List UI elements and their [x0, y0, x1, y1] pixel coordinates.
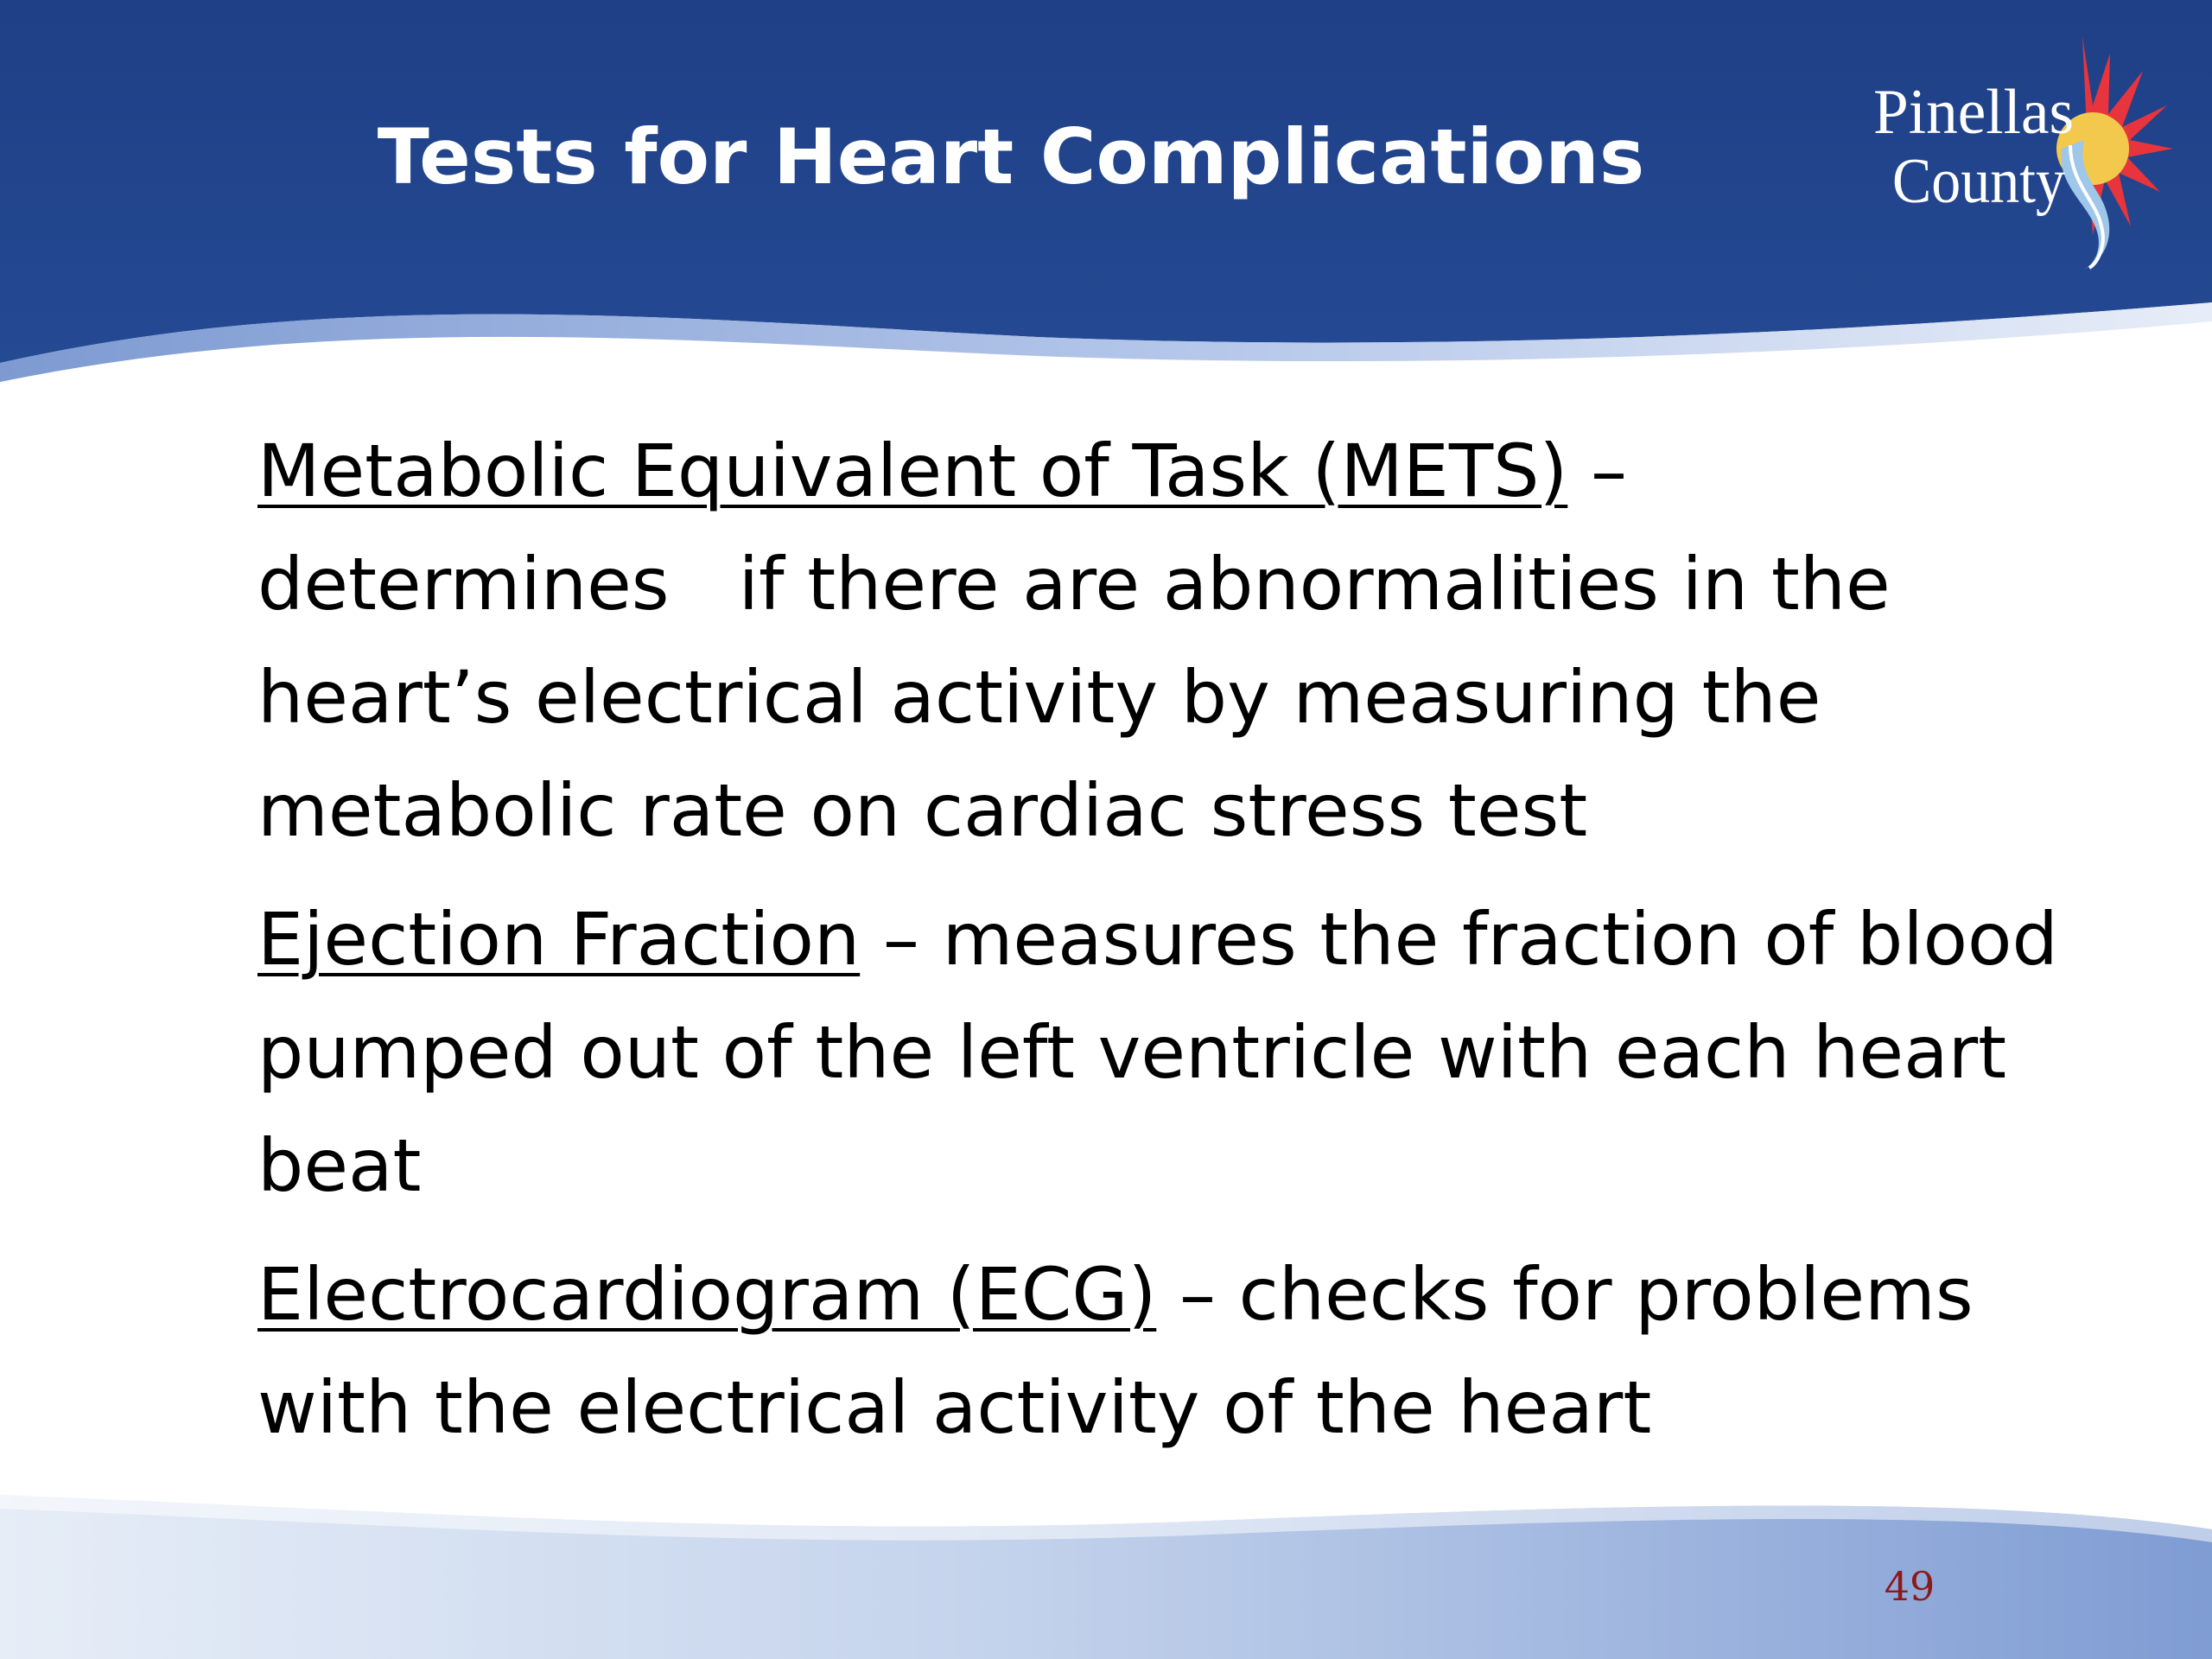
term-ejection-fraction: Ejection Fraction: [257, 897, 861, 982]
description-ejection-fraction: – measures the fraction of blood pumped out of the left ventricle with each heart beat: [257, 897, 2058, 1208]
page-number: 49: [1884, 1563, 1936, 1610]
logo-line-1: Pinellas: [1873, 77, 2074, 148]
description-mets: – determines if there are abnormalities in the heart’s electrical activity by measuring the metabolic rate on cardiac stress test: [257, 429, 1891, 853]
footer-wave: [0, 1460, 2212, 1659]
list-item-ejection-fraction: [257, 883, 2098, 1223]
pinellas-county-logo: [1866, 19, 2177, 270]
list-item-ecg: [257, 1238, 2098, 1465]
logo-line-2: County: [1892, 146, 2065, 217]
description-ecg: – checks for problems with the electrical activity of the heart: [257, 1252, 1974, 1450]
slide-content: [257, 415, 2098, 1465]
sun-wave-logo-icon: [2056, 36, 2173, 270]
slide-title: Tests for Heart Complications: [377, 112, 1645, 201]
term-ecg: Electrocardiogram (ECG): [257, 1252, 1157, 1337]
list-item-mets: [257, 415, 2098, 868]
term-mets: Metabolic Equivalent of Task (METS): [257, 429, 1568, 513]
